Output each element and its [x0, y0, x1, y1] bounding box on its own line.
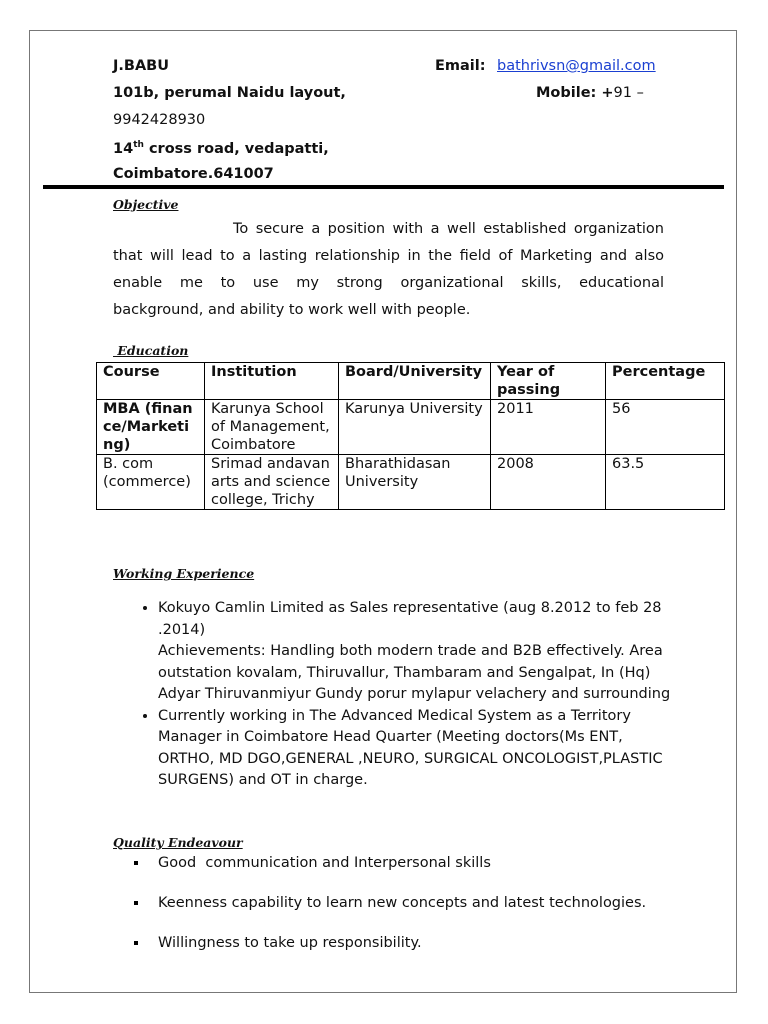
cell-year: 2011 — [491, 400, 606, 455]
quality-heading: Quality Endeavour — [113, 835, 243, 850]
address-street-number: 14 — [113, 140, 134, 157]
column-header-percentage: Percentage — [606, 363, 725, 400]
table-row — [97, 455, 725, 510]
mobile-label: Mobile: + — [536, 85, 614, 101]
objective-line: that will lead to a lasting relationship in the field of Marketing and also — [113, 248, 664, 264]
cell-course: B. com (commerce) — [97, 455, 205, 510]
quality-item-text: Keenness capability to learn new concepts and latest technologies. — [158, 895, 647, 911]
quality-list — [113, 852, 646, 972]
list-item — [158, 892, 646, 932]
list-item — [158, 852, 646, 892]
experience-item-text: Kokuyo Camlin Limited as Sales representative (aug 8.2012 to feb 28 .2014) — [158, 600, 662, 638]
table-row — [97, 400, 725, 455]
experience-heading: Working Experience — [113, 566, 255, 581]
address-line-3 — [113, 140, 329, 157]
column-header-year: Year of passing — [491, 363, 606, 400]
education-header-row — [97, 363, 725, 400]
address-street: cross road, vedapatti, — [143, 140, 329, 157]
email-link[interactable]: bathrivsn@gmail.com — [497, 58, 656, 74]
address-line-1: 101b, perumal Naidu layout, — [113, 85, 346, 101]
objective-line: To secure a position with a well established organization — [233, 221, 664, 237]
cell-board: Karunya University — [339, 400, 491, 455]
candidate-name: J.BABU — [113, 58, 170, 74]
cell-percentage: 63.5 — [606, 455, 725, 510]
column-header-board: Board/University — [339, 363, 491, 400]
experience-list — [113, 598, 678, 792]
objective-line: enable me to use my strong organizational skills, educational — [113, 275, 664, 291]
objective-line: background, and ability to work well with people. — [113, 302, 471, 318]
phone-number: 9942428930 — [113, 112, 206, 128]
experience-item-text: Currently working in The Advanced Medical System as a Territory Manager in Coimbatore Head Quarter (Meeting doctors(Ms ENT, ORTHO, MD DGO,GENERAL ,NEURO, SURGICAL ONCOLOGIST,PLASTIC SURGENS) and OT in charge. — [158, 707, 663, 788]
experience-achievements: Achievements: Handling both modern trade and B2B effectively. Area outstation kovalam, Thiruvallur, Thambaram and Sengalpat, In (Hq) Adyar Thiruvanmiyur Gundy porur mylapur velachery and surrounding — [158, 643, 671, 702]
education-heading: Education — [113, 343, 189, 358]
list-item — [158, 932, 646, 972]
list-item — [158, 598, 678, 706]
email-label: Email: — [435, 58, 486, 74]
cell-year: 2008 — [491, 455, 606, 510]
education-table — [96, 362, 725, 510]
cell-institution: Karunya School of Management, Coimbatore — [205, 400, 339, 455]
quality-item-text: Willingness to take up responsibility. — [158, 935, 422, 951]
objective-heading: Objective — [113, 197, 179, 212]
list-item — [158, 706, 678, 792]
address-line-4: Coimbatore.641007 — [113, 166, 274, 182]
mobile-line — [536, 85, 644, 101]
column-header-institution: Institution — [205, 363, 339, 400]
address-superscript: th — [133, 140, 144, 150]
column-header-course: Course — [97, 363, 205, 400]
header-divider — [43, 185, 724, 189]
cell-board: Bharathidasan University — [339, 455, 491, 510]
quality-item-text: Good communication and Interpersonal skills — [158, 855, 491, 871]
cell-institution: Srimad andavan arts and science college, Trichy — [205, 455, 339, 510]
objective-paragraph — [113, 216, 664, 324]
mobile-value: 91 – — [613, 85, 644, 101]
cell-percentage: 56 — [606, 400, 725, 455]
cell-course: MBA (finance/Marketing) — [97, 400, 205, 455]
